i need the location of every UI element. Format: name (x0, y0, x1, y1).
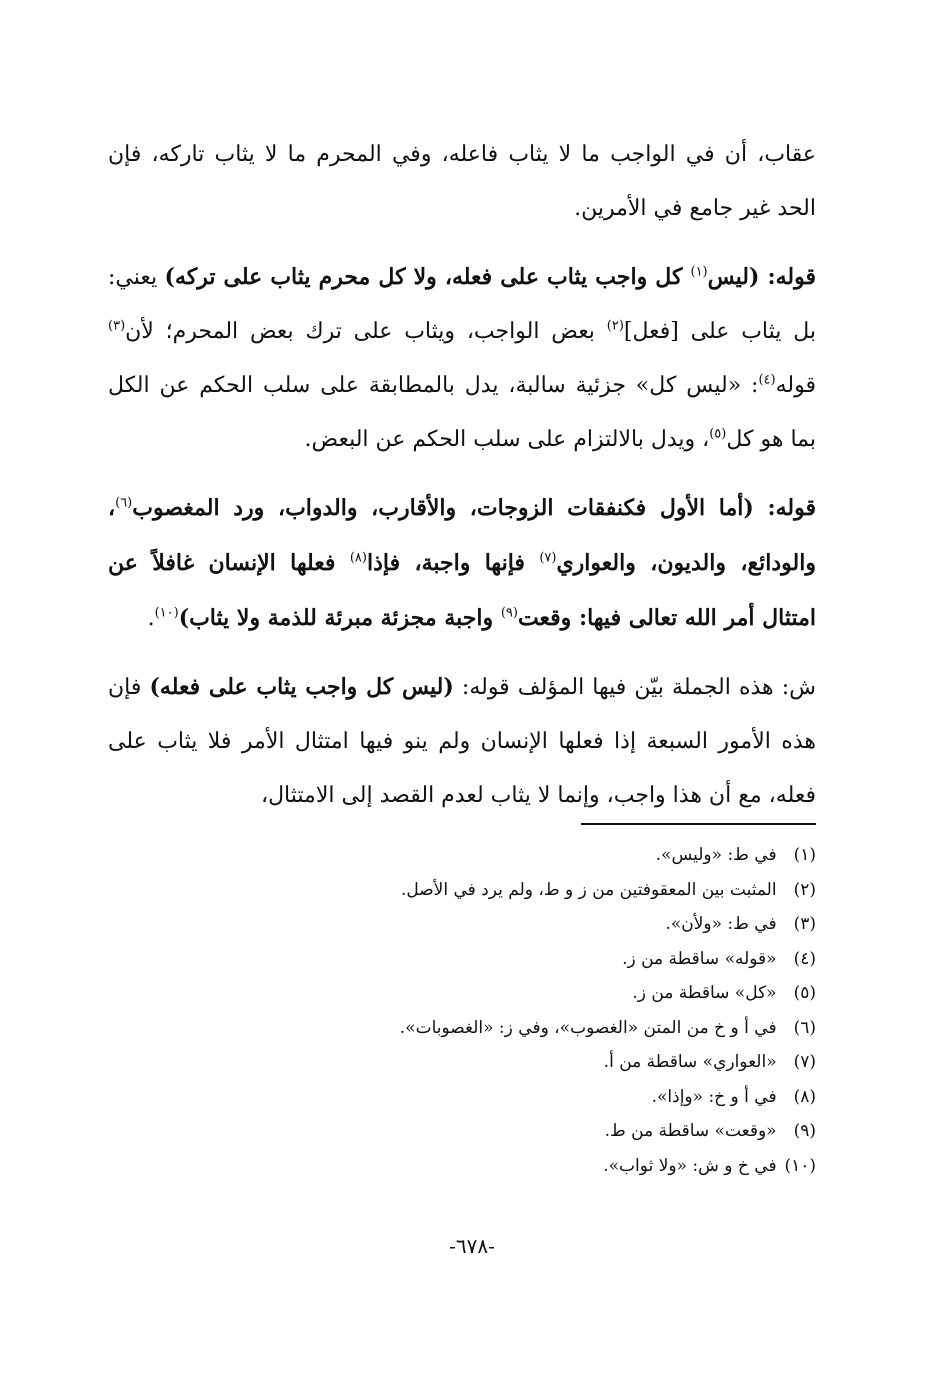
footnote-item (108, 1045, 816, 1080)
commentary-text: يعني: بل يثاب على [فعل] (108, 265, 816, 344)
footnote-ref-3[interactable]: (٣) (108, 318, 126, 334)
quote-text: فعلها الإنسان غافلاً عن امتثال أمر الله تعالى فيها: وقعت (108, 550, 816, 631)
quote-text: (ليس كل واجب يثاب على فعله) (149, 674, 454, 700)
footnotes-list (108, 838, 816, 1183)
quote-text: واجبة مجزئة مبرئة للذمة ولا يثاب) (178, 605, 501, 631)
footnote-number: (٤) (793, 948, 816, 969)
footnote-ref-6[interactable]: (٦) (115, 495, 133, 511)
footnote-number: (١) (793, 845, 816, 865)
quote-text: كل واجب يثاب على فعله، ولا كل محرم يثاب على تركه) (164, 264, 691, 290)
footnote-ref-1[interactable]: (١) (690, 264, 708, 280)
footnote-number: (٧) (793, 1052, 816, 1072)
footnote-text: «قوله» ساقطة من ز. (622, 948, 777, 969)
footnote-number: (٨) (793, 1086, 816, 1107)
paragraph-2 (108, 250, 816, 467)
footnote-ref-4[interactable]: (٤) (758, 372, 776, 388)
sentence-end: . (147, 606, 155, 631)
footnote-text: في أ و خ: «وإذا». (651, 1086, 777, 1107)
footnote-number: (٥) (793, 983, 816, 1003)
commentary-text: : «ليس كل» جزئية سالبة، يدل بالمطابقة على سلب الحكم عن الكل بما هو كل (108, 373, 816, 452)
commentary-text: ش: هذه الجملة بيّن فيها المؤلف قوله: (453, 675, 816, 700)
main-text (108, 128, 816, 831)
quote-lead: قوله: (ليس (707, 264, 816, 290)
footnote-item (108, 976, 816, 1011)
commentary-text: ، ويدل بالالتزام على سلب الحكم عن البعض. (304, 427, 710, 452)
footnote-number: (٣) (793, 914, 816, 934)
footnote-item (108, 942, 816, 977)
footnote-ref-7[interactable]: (٧) (539, 550, 557, 566)
footnote-text: في أ و خ من المتن «الغصوب»، وفي ز: «الغصوبات». (399, 1017, 777, 1038)
quote-text: قوله: (أما الأول فكنفقات الزوجات، والأقارب، والدواب، ورد المغصوب (132, 495, 816, 521)
paragraph-1-text: عقاب، أن في الواجب ما لا يثاب فاعله، وفي المحرم ما لا يثاب تاركه، فإن الحد غير جامع في الأمرين. (108, 142, 816, 221)
footnote-item (108, 838, 816, 873)
footnote-item (108, 873, 816, 908)
quote-text: ، والودائع، والديون، والعواري (108, 495, 816, 576)
footnote-separator (581, 823, 816, 825)
footnote-item (108, 1011, 816, 1046)
footnote-text: المثبت بين المعقوفتين من ز و ط، ولم يرد في الأصل. (400, 879, 777, 900)
quote-text: فإنها واجبة، فإذا (366, 550, 540, 576)
footnote-text: «كل» ساقطة من ز. (632, 983, 777, 1003)
footnote-item (108, 1080, 816, 1115)
page-number: -٦٧٨- (449, 1234, 495, 1258)
footnote-item (108, 1114, 816, 1149)
commentary-text: بعض الواجب، ويثاب على ترك بعض المحرم؛ لأن (125, 319, 607, 344)
footnote-ref-10[interactable]: (١٠) (154, 605, 179, 621)
footnote-number: (١٠) (784, 1155, 816, 1176)
footnote-item (108, 907, 816, 942)
commentary-text: فإن هذه الأمور السبعة إذا فعلها الإنسان ولم ينو فيها امتثال الأمر فلا يثاب على فعله، مع أن هذا واجب، وإنما لا يثاب لعدم القصد إلى الامتثال، (108, 675, 816, 808)
footnote-text: «العواري» ساقطة من أ. (603, 1052, 777, 1072)
footnote-text: في ط: «ولأن». (665, 914, 777, 934)
commentary-text: قوله (775, 373, 816, 398)
paragraph-3 (108, 481, 816, 646)
footnote-item (108, 1149, 816, 1184)
footnote-text: في ط: «وليس». (655, 845, 777, 865)
footnote-ref-9[interactable]: (٩) (500, 605, 518, 621)
footnote-number: (٦) (793, 1017, 816, 1038)
footnote-text: في خ و ش: «ولا ثواب». (603, 1155, 777, 1176)
footnote-ref-2[interactable]: (٢) (606, 318, 624, 334)
footnote-ref-5[interactable]: (٥) (709, 426, 727, 442)
footnote-text: «وقعت» ساقطة من ط. (604, 1121, 777, 1141)
footnote-number: (٢) (793, 879, 816, 900)
paragraph-1 (108, 128, 816, 236)
footnote-ref-8[interactable]: (٨) (349, 550, 367, 566)
footnote-number: (٩) (793, 1121, 816, 1141)
paragraph-4 (108, 660, 816, 823)
